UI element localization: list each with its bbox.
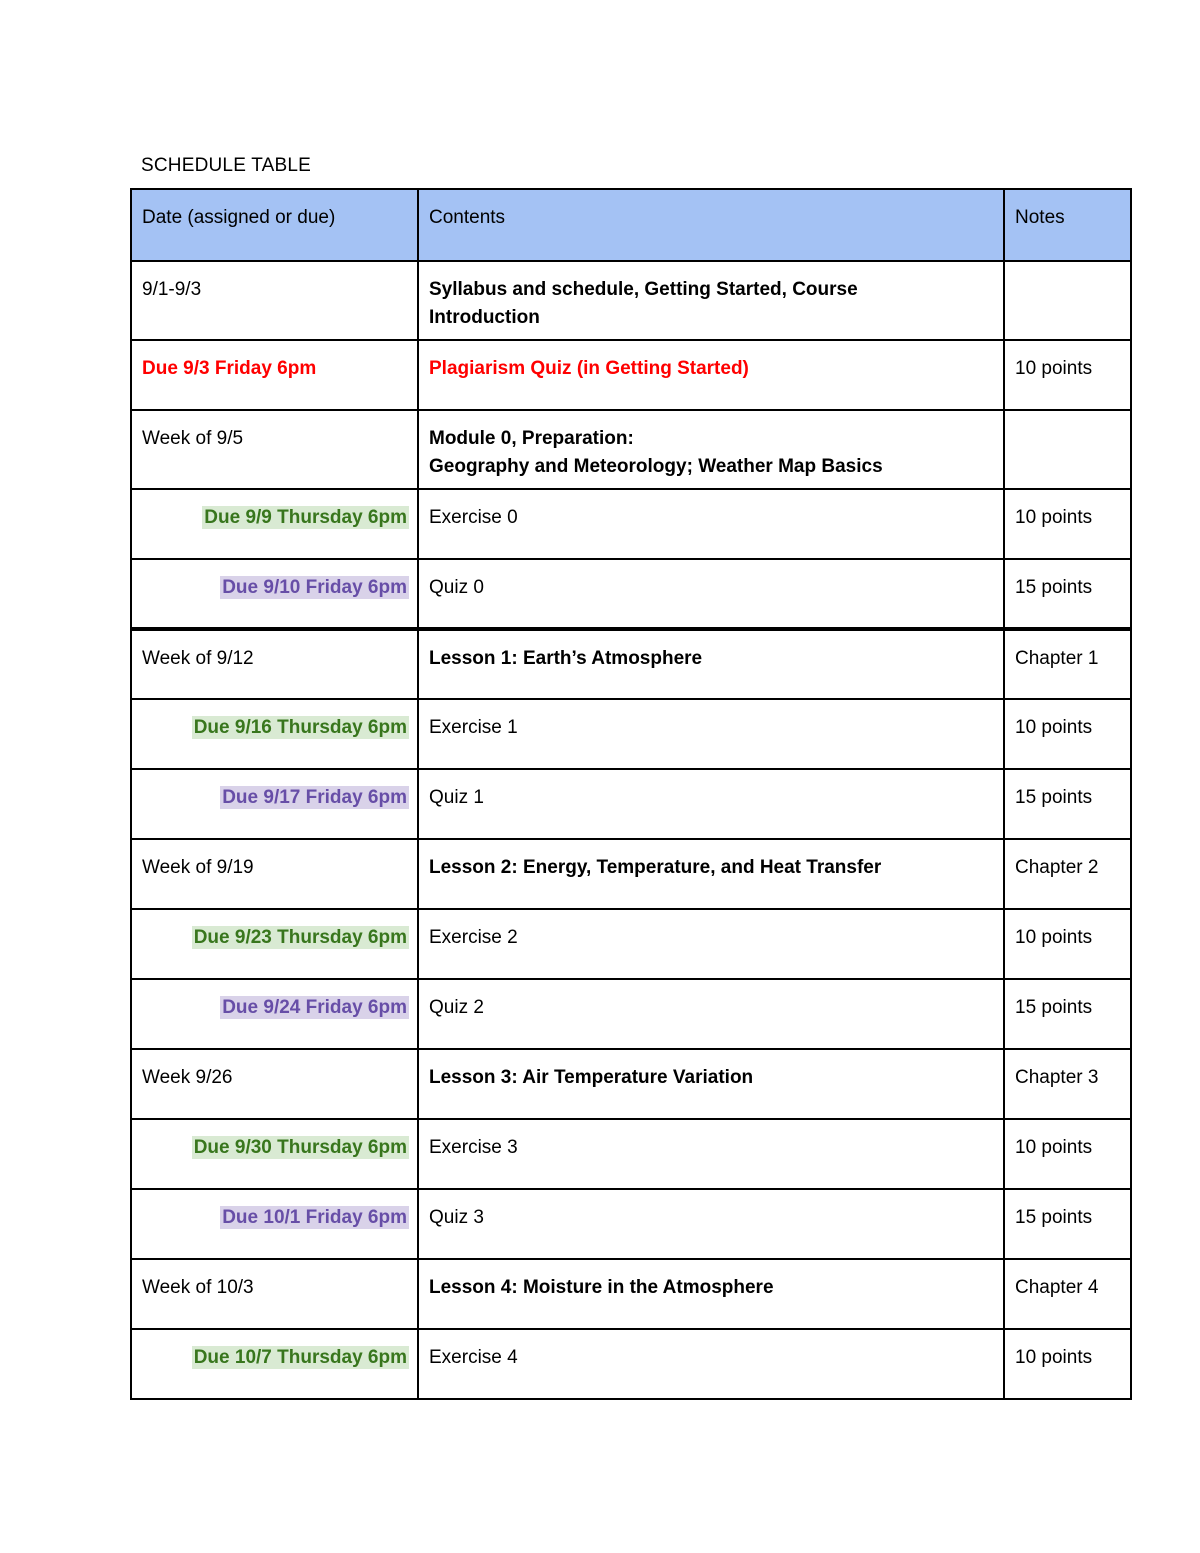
notes-cell: Chapter 2 [1004,839,1131,909]
due-date-label: Due 10/7 Thursday 6pm [193,1347,407,1368]
date-cell [131,699,418,769]
date-cell [131,340,418,410]
date-cell [131,909,418,979]
date-cell [131,769,418,839]
contents-cell: Lesson 1: Earth’s Atmosphere [418,629,1004,699]
notes-cell: 10 points [1004,340,1131,410]
contents-cell: Lesson 2: Energy, Temperature, and Heat Transfer [418,839,1004,909]
table-row [131,261,1131,340]
notes-cell: 10 points [1004,909,1131,979]
due-date-label: Due 9/23 Thursday 6pm [193,927,407,948]
date-cell: Week 9/26 [131,1049,418,1119]
table-header-row [131,189,1131,261]
column-header-contents: Contents [418,189,1004,261]
notes-cell: 10 points [1004,699,1131,769]
date-cell [131,979,418,1049]
due-date-label: Due 9/10 Friday 6pm [222,577,407,598]
column-header-date: Date (assigned or due) [131,189,418,261]
notes-cell [1004,410,1131,489]
notes-cell [1004,261,1131,340]
notes-cell: Chapter 4 [1004,1259,1131,1329]
notes-cell: Chapter 1 [1004,629,1131,699]
contents-cell: Exercise 2 [418,909,1004,979]
table-row [131,909,1131,979]
contents-cell: Quiz 3 [418,1189,1004,1259]
table-row [131,1119,1131,1189]
date-cell: Week of 10/3 [131,1259,418,1329]
table-row [131,979,1131,1049]
notes-cell: 15 points [1004,559,1131,629]
schedule-table [130,188,1132,1400]
notes-cell: 10 points [1004,489,1131,559]
table-row [131,629,1131,699]
due-date-label: Due 9/9 Thursday 6pm [204,507,407,528]
date-cell: Week of 9/5 [131,410,418,489]
notes-cell: 10 points [1004,1119,1131,1189]
table-row [131,1189,1131,1259]
contents-line: Module 0, Preparation: [429,428,634,449]
table-row [131,340,1131,410]
table-row [131,839,1131,909]
due-date-label: Due 9/16 Thursday 6pm [193,717,407,738]
table-row [131,489,1131,559]
due-date-label: Due 9/17 Friday 6pm [222,787,407,808]
table-row [131,1259,1131,1329]
due-date-label: Due 10/1 Friday 6pm [222,1207,407,1228]
due-date-label: Due 9/3 Friday 6pm [142,358,317,379]
contents-text: Plagiarism Quiz (in Getting Started) [429,358,749,379]
notes-cell: 10 points [1004,1329,1131,1399]
notes-cell: 15 points [1004,1189,1131,1259]
contents-line: Geography and Meteorology; Weather Map Basics [429,456,883,477]
notes-cell: 15 points [1004,769,1131,839]
date-cell [131,1189,418,1259]
table-row [131,1049,1131,1119]
contents-line: Syllabus and schedule, Getting Started, Course [429,279,858,300]
contents-cell [418,261,1004,340]
column-header-notes: Notes [1004,189,1131,261]
date-cell: Week of 9/12 [131,629,418,699]
date-cell [131,1329,418,1399]
table-row [131,410,1131,489]
date-cell: Week of 9/19 [131,839,418,909]
due-date-label: Due 9/24 Friday 6pm [222,997,407,1018]
contents-cell: Exercise 3 [418,1119,1004,1189]
date-cell [131,489,418,559]
table-row [131,769,1131,839]
contents-cell: Exercise 4 [418,1329,1004,1399]
contents-cell: Quiz 1 [418,769,1004,839]
notes-cell: Chapter 3 [1004,1049,1131,1119]
contents-cell [418,410,1004,489]
contents-cell: Quiz 2 [418,979,1004,1049]
contents-cell [418,340,1004,410]
contents-cell: Exercise 1 [418,699,1004,769]
date-cell [131,1119,418,1189]
page-title: SCHEDULE TABLE [141,155,311,176]
table-row [131,699,1131,769]
contents-cell: Quiz 0 [418,559,1004,629]
contents-cell: Exercise 0 [418,489,1004,559]
date-cell [131,559,418,629]
date-cell: 9/1-9/3 [131,261,418,340]
table-row [131,1329,1131,1399]
contents-line: Introduction [429,307,540,328]
table-row [131,559,1131,629]
due-date-label: Due 9/30 Thursday 6pm [193,1137,407,1158]
notes-cell: 15 points [1004,979,1131,1049]
contents-cell: Lesson 3: Air Temperature Variation [418,1049,1004,1119]
contents-cell: Lesson 4: Moisture in the Atmosphere [418,1259,1004,1329]
